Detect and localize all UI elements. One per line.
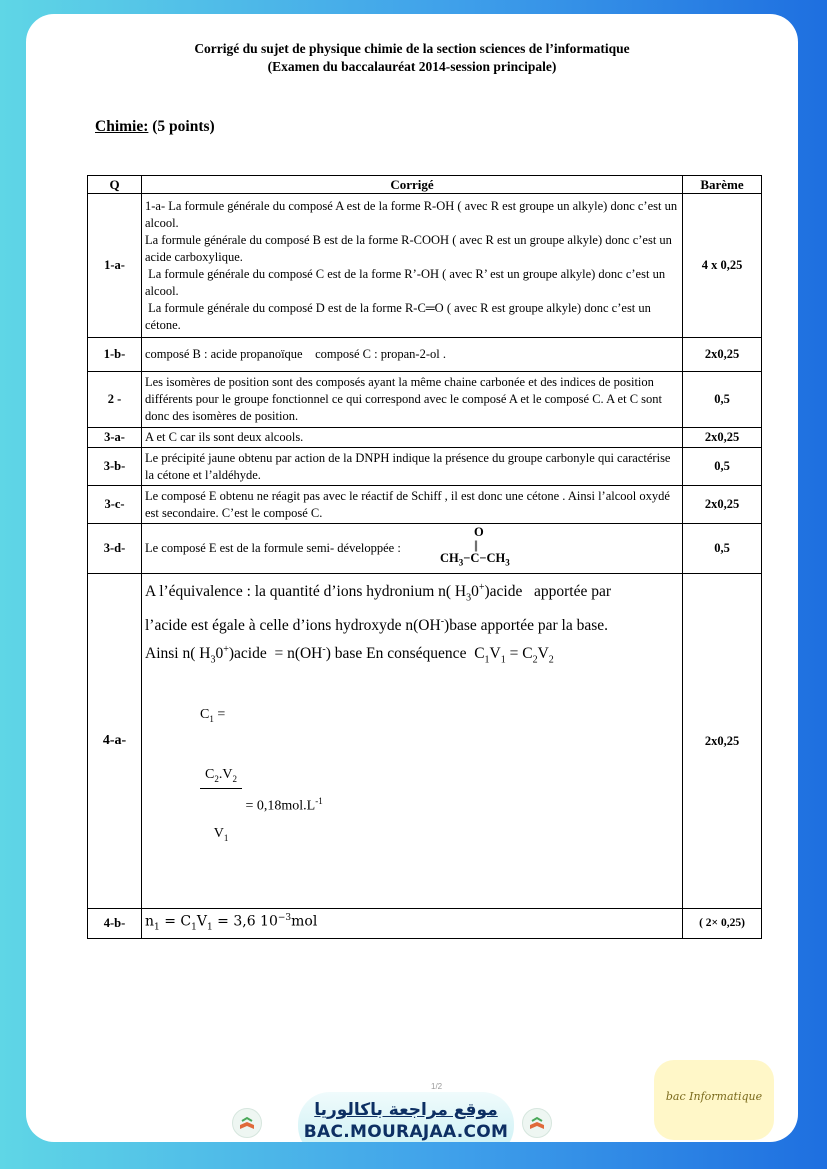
answer-cell: Le composé E obtenu ne réagit pas avec le réactif de Schiff , il est donc une cétone . Ainsi l’alcool oxydé est secondaire. C’est le composé C. [142,486,683,524]
header-bareme: Barème [683,176,762,194]
table-header-row [88,176,762,194]
points-cell: 2x0,25 [683,486,762,524]
answer-line: La formule générale du composé B est de la forme R-COOH ( avec R est un groupe alkyle) donc c’est un acide carboxylique. [145,232,672,264]
ketone-formula [440,526,530,570]
points-cell: 0,5 [683,372,762,428]
table-row [88,574,762,909]
correction-table [87,175,762,939]
answer-line: 1-a- La formule générale du composé A est de la forme R-OH ( avec R est groupe un alkyle) donc c’est un alcool. [145,198,678,230]
question-number: 3-d- [88,524,142,574]
formula-sub: 3 [505,557,510,568]
question-number: 2 - [88,372,142,428]
bac-mourajaa-badge[interactable] [298,1092,514,1142]
formula-chain: $CH_3-C-CH_3$ [440,551,510,568]
fraction: $\frac{C_2.V_2}{V_1}$ [200,730,242,883]
table-row [88,524,762,574]
bac-informatique-text: bac Informatique [665,1090,763,1103]
formula-c: C [470,551,480,565]
badge-url: BAC.MOURAJAA.COM [303,1122,509,1142]
points-cell: ( 2× 0,25) [683,909,762,938]
formula-ch-left: CH [440,551,459,565]
table-row [88,486,762,524]
points-cell: 2x0,25 [683,338,762,372]
answer-line: La formule générale du composé D est de la forme R-C═O ( avec R est groupe alkyle) donc c’est un cétone. [145,300,655,332]
table-row [88,194,762,338]
table-row [88,909,762,938]
concentration-equation: $C_1$ = $\frac{C_2.V_2}{V_1}$ = $0,18mol.L^{-1}$ [145,679,679,907]
header-title: Corrigé du sujet de physique chimie de la section sciences de l’informatique [194,41,630,56]
section-points: (5 points) [152,118,215,135]
formula-double-bond: || [474,538,478,552]
formula-ch-right: CH [486,551,506,565]
header-subtitle: (Examen du baccalauréat 2014-session principale) [267,59,557,74]
answer-cell [142,574,683,909]
answer-line: A l’équivalence : la quantité d’ions hydronium n( $H_30^+)acide$ apportée par [145,582,612,604]
question-number: 4-a- [88,574,142,909]
book-logo-icon [232,1108,262,1138]
question-number: 3-a- [88,428,142,448]
question-number: 4-b- [88,909,142,938]
question-number: 1-b- [88,338,142,372]
answer-line: l’acide est égale à celle d’ions hydroxyde n(OH-)base apportée par la base. [145,616,608,635]
points-cell: 4 x 0,25 [683,194,762,338]
table-row [88,428,762,448]
points-cell: 0,5 [683,448,762,486]
question-number: 3-c- [88,486,142,524]
answer-cell: A et C car ils sont deux alcools. [142,428,683,448]
points-cell: 2x0,25 [683,574,762,909]
answer-cell [142,194,683,338]
answer-line: La formule générale du composé C est de la forme R’-OH ( avec R’ est un groupe alkyle) donc c’est un alcool. [145,266,669,298]
document-page [26,14,798,1142]
table-row [88,448,762,486]
formula-oxygen: O [474,525,484,539]
book-logo-icon [522,1108,552,1138]
answer-cell [142,524,683,574]
section-title [95,118,215,136]
document-header [26,40,798,76]
question-number: 3-b- [88,448,142,486]
table-row [88,338,762,372]
answer-cell: Les isomères de position sont des composés ayant la même chaine carbonée et des indices de position différents pour le groupe fonctionnel ce qui correspond avec le composé A et le composé C. A et C sont donc des isomères de position. [142,372,683,428]
header-corrige: Corrigé [142,176,683,194]
formula-sub: 3 [458,557,464,568]
page-number-mark: 1/2 [431,1082,443,1091]
points-cell: 0,5 [683,524,762,574]
answer-cell: Le précipité jaune obtenu par action de la DNPH indique la présence du groupe carbonyle qui caractérise la cétone et l’aldéhyde. [142,448,683,486]
points-cell: 2x0,25 [683,428,762,448]
question-number: 1-a- [88,194,142,338]
table-row [88,372,762,428]
answer-cell: $n_1 = C_1V_1 = 3,6$ $10^{-3}mol$ [142,909,683,938]
badge-arabic-title: موقع مراجعة باكالوريا [314,1100,498,1120]
answer-text: Le composé E est de la formule semi- développée : [145,541,401,555]
section-name: Chimie: [95,118,149,135]
answer-cell: composé B : acide propanoïque composé C : propan-2-ol . [142,338,683,372]
answer-line: Ainsi n( $H_30^+)acide = n(OH^-)$ base En conséquence $C_1V_1 = C_2V_2$ [145,644,554,666]
header-q: Q [88,176,142,194]
bac-informatique-badge [654,1060,774,1140]
